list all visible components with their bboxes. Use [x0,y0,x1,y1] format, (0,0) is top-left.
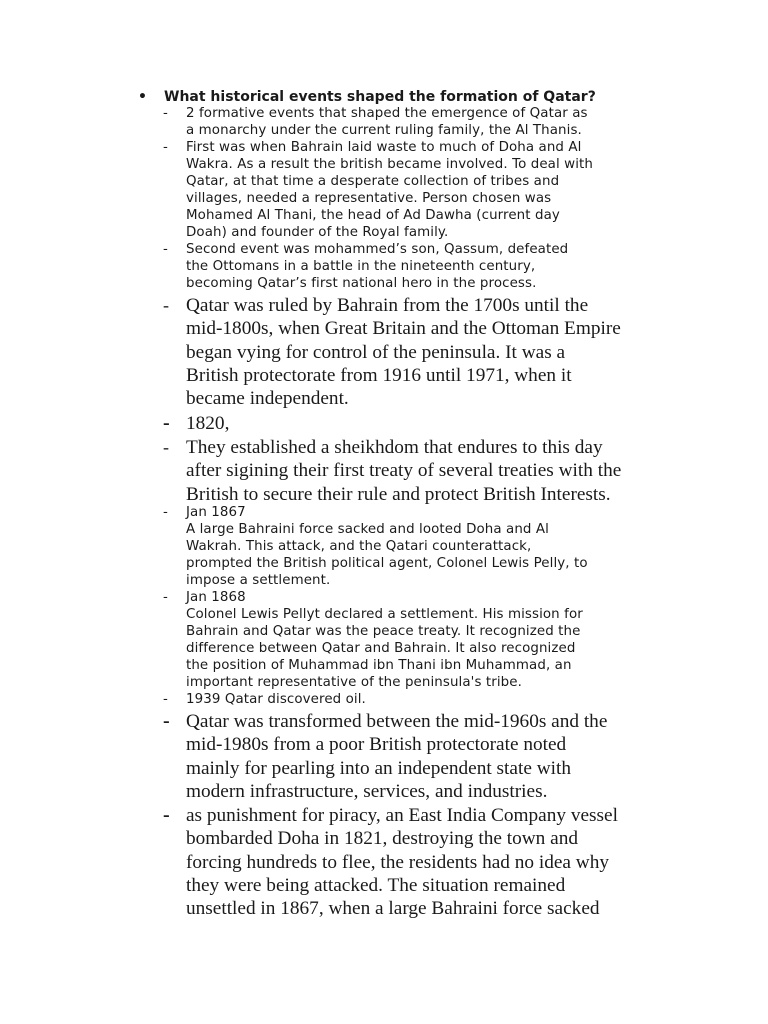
dash-icon: - [163,505,168,520]
text-line: bombarded Doha in 1821, destroying the town and [186,828,578,850]
text-line: unsettled in 1867, when a large Bahraini force sacked [186,898,600,920]
dash-icon: - [163,437,169,457]
text-line: difference between Qatar and Bahrain. It also recognized [186,640,576,656]
text-line: as punishment for piracy, an East India Company vessel [186,805,618,826]
text-line: 1820, [186,413,230,434]
text-line: mid-1800s, when Great Britain and the Ottoman Empire [186,318,621,340]
text-line: Second event was mohammed’s son, Qassum, defeated [186,242,569,257]
dash-icon: - [163,242,168,257]
text-line: Wakrah. This attack, and the Qatari counterattack, [186,538,532,554]
text-line: forcing hundreds to flee, the residents had no idea why [186,851,609,873]
text-line: villages, needed a representative. Person chosen was [186,190,552,206]
text-line: 2 formative events that shaped the emergence of Qatar as [186,106,588,121]
text-line: A large Bahraini force sacked and looted Doha and Al [186,521,549,537]
text-line: Jan 1868 [186,590,246,605]
text-line: 1939 Qatar discovered oil. [186,692,366,707]
text-line: First was when Bahrain laid waste to much of Doha and Al [186,140,582,155]
text-line: impose a settlement. [186,572,331,588]
text-line: prompted the British political agent, Colonel Lewis Pelly, to [186,555,588,571]
text-line: became independent. [186,388,349,410]
dash-icon: - [163,692,168,707]
dash-icon: - [163,295,169,315]
dash-icon: - [163,590,168,605]
text-line: Qatar was transformed between the mid-1960s and the [186,711,608,732]
text-line: the Ottomans in a battle in the nineteenth century, [186,258,536,274]
text-line: after sigining their first treaty of several treaties with the [186,460,622,482]
text-line: Qatar was ruled by Bahrain from the 1700s until the [186,295,589,316]
text-line: Mohamed Al Thani, the head of Ad Dawha (current day [186,207,560,223]
text-line: Bahrain and Qatar was the peace treaty. It recognized the [186,623,581,639]
text-line: mainly for pearling into an independent state with [186,757,571,779]
dash-icon: - [163,412,170,434]
text-line: a monarchy under the current ruling family, the Al Thanis. [186,122,582,138]
bullet-icon: • [138,89,147,105]
text-line: Colonel Lewis Pellyt declared a settlement. His mission for [186,606,583,622]
text-line: began vying for control of the peninsula. It was a [186,341,566,363]
text-line: mid-1980s from a poor British protectorate noted [186,734,567,756]
text-line: important representative of the peninsula's tribe. [186,674,522,690]
text-line: Jan 1867 [186,505,246,520]
text-line: British protectorate from 1916 until 1971, when it [186,364,572,386]
text-line: British to secure their rule and protect British Interests. [186,483,611,505]
text-line: Wakra. As a result the british became involved. To deal with [186,156,593,172]
text-line: They established a sheikhdom that endures to this day [186,437,603,458]
text-line: becoming Qatar’s first national hero in the process. [186,275,537,291]
text-line: Qatar, at that time a desperate collection of tribes and [186,173,560,189]
text-line: the position of Muhammad ibn Thani ibn Muhammad, an [186,657,572,673]
dash-icon: - [163,710,170,732]
dash-icon: - [163,804,170,826]
dash-icon: - [163,140,168,155]
dash-icon: - [163,106,168,121]
question-heading: What historical events shaped the formation of Qatar? [164,89,596,105]
text-line: modern infrastructure, services, and industries. [186,780,548,802]
text-line: Doah) and founder of the Royal family. [186,224,449,240]
text-line: they were being attacked. The situation remained [186,874,566,896]
